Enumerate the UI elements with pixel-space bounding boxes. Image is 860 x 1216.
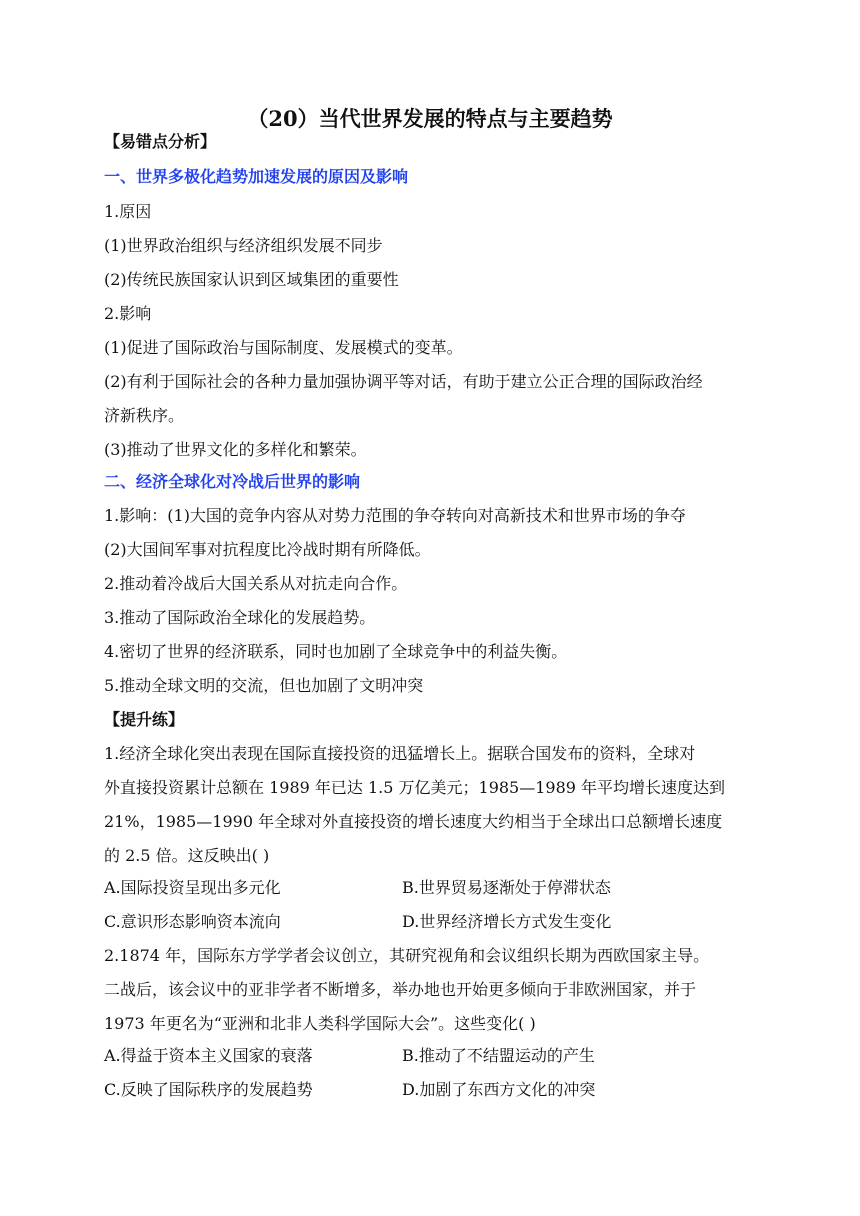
question-1-stem: 1.经济全球化突出表现在国际直接投资的迅猛增长上。据联合国发布的资料，全球对 [104, 744, 696, 763]
question-2-option-d[interactable]: D.加剧了东西方文化的冲突 [402, 1080, 596, 1099]
question-2-option-a[interactable]: A.得益于资本主义国家的衰落 [104, 1046, 313, 1065]
question-2-stem: 1973 年更名为“亚洲和北非人类科学国际大会”。这些变化( ) [104, 1014, 536, 1033]
question-1-stem: 的 2.5 倍。这反映出( ) [104, 846, 270, 865]
question-1-option-d[interactable]: D.世界经济增长方式发生变化 [402, 912, 612, 931]
text-line: (1)促进了国际政治与国际制度、发展模式的变革。 [104, 338, 463, 357]
text-line: (1)世界政治组织与经济组织发展不同步 [104, 236, 383, 255]
text-line: 3.推动了国际政治全球化的发展趋势。 [104, 608, 376, 627]
text-line: (3)推动了世界文化的多样化和繁荣。 [104, 440, 367, 459]
section-heading-multipolarity: 一、世界多极化趋势加速发展的原因及影响 [104, 167, 409, 186]
question-1-option-a[interactable]: A.国际投资呈现出多元化 [104, 878, 281, 897]
text-line: 1.原因 [104, 202, 152, 221]
page-title: （20）当代世界发展的特点与主要趋势 [247, 106, 613, 131]
text-line: 2.推动着冷战后大国关系从对抗走向合作。 [104, 574, 408, 593]
analysis-heading: 【易错点分析】 [104, 132, 217, 151]
question-2-option-c[interactable]: C.反映了国际秩序的发展趋势 [104, 1080, 313, 1099]
question-1-stem: 21%，1985—1990 年全球对外直接投资的增长速度大约相当于全球出口总额增长速度 [104, 812, 723, 831]
question-1-options-row-1 [104, 876, 764, 900]
question-1-stem: 外直接投资累计总额在 1989 年已达 1.5 万亿美元；1985—1989 年平均增长速度达到 [104, 778, 726, 797]
question-2-options-row-2 [104, 1078, 764, 1102]
section-heading-globalization: 二、经济全球化对冷战后世界的影响 [104, 472, 361, 491]
text-line: (2)大国间军事对抗程度比冷战时期有所降低。 [104, 540, 431, 559]
text-line: 5.推动全球文明的交流，但也加剧了文明冲突 [104, 676, 424, 695]
text-line: (2)有利于国际社会的各种力量加强协调平等对话，有助于建立公正合理的国际政治经 [104, 372, 703, 391]
question-2-options-row-1 [104, 1044, 764, 1068]
question-2-stem: 2.1874 年，国际东方学学者会议创立，其研究视角和会议组织长期为西欧国家主导。 [104, 946, 710, 965]
question-2-option-b[interactable]: B.推动了不结盟运动的产生 [402, 1046, 595, 1065]
text-line: (2)传统民族国家认识到区域集团的重要性 [104, 270, 399, 289]
practice-heading: 【提升练】 [104, 710, 185, 729]
text-line: 2.影响 [104, 304, 152, 323]
question-2-stem: 二战后，该会议中的亚非学者不断增多，举办地也开始更多倾向于非欧洲国家，并于 [104, 980, 697, 999]
text-line: 4.密切了世界的经济联系，同时也加剧了全球竞争中的利益失衡。 [104, 642, 568, 661]
question-1-option-b[interactable]: B.世界贸易逐渐处于停滞状态 [402, 878, 611, 897]
text-line: 济新秩序。 [104, 406, 185, 425]
text-line: 1.影响：(1)大国的竞争内容从对势力范围的争夺转向对高新技术和世界市场的争夺 [104, 506, 686, 525]
question-1-option-c[interactable]: C.意识形态影响资本流向 [104, 912, 281, 931]
question-1-options-row-2 [104, 910, 764, 934]
